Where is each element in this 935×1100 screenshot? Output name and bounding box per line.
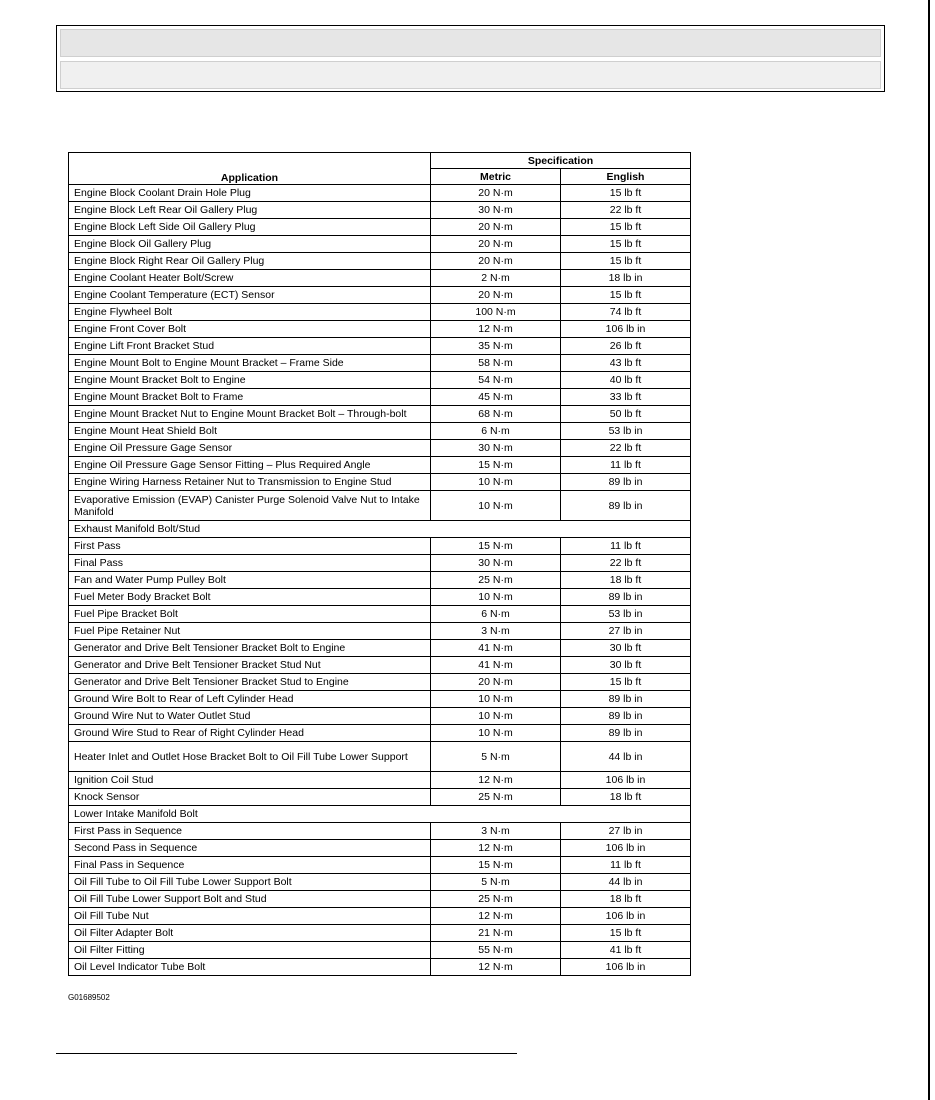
english-cell: 18 lb ft bbox=[561, 891, 691, 908]
table-row bbox=[69, 789, 691, 806]
metric-cell: 30 N·m bbox=[431, 202, 561, 219]
table-row bbox=[69, 219, 691, 236]
english-cell: 15 lb ft bbox=[561, 185, 691, 202]
english-cell: 18 lb ft bbox=[561, 789, 691, 806]
metric-cell: 20 N·m bbox=[431, 287, 561, 304]
metric-cell: 2 N·m bbox=[431, 270, 561, 287]
section-heading: Lower Intake Manifold Bolt bbox=[69, 806, 691, 823]
application-cell: Ground Wire Stud to Rear of Right Cylinder Head bbox=[69, 725, 431, 742]
english-cell: 89 lb in bbox=[561, 708, 691, 725]
column-header-english: English bbox=[561, 169, 691, 185]
table-row bbox=[69, 674, 691, 691]
application-cell: Engine Flywheel Bolt bbox=[69, 304, 431, 321]
table-row bbox=[69, 338, 691, 355]
english-cell: 27 lb in bbox=[561, 823, 691, 840]
table-row bbox=[69, 521, 691, 538]
table-body bbox=[69, 185, 691, 976]
table-row bbox=[69, 742, 691, 772]
metric-cell: 30 N·m bbox=[431, 555, 561, 572]
english-cell: 11 lb ft bbox=[561, 857, 691, 874]
metric-cell: 25 N·m bbox=[431, 789, 561, 806]
table-row bbox=[69, 874, 691, 891]
english-cell: 53 lb in bbox=[561, 606, 691, 623]
metric-cell: 20 N·m bbox=[431, 253, 561, 270]
application-cell: Engine Block Oil Gallery Plug bbox=[69, 236, 431, 253]
document-header bbox=[56, 25, 885, 92]
metric-cell: 35 N·m bbox=[431, 338, 561, 355]
application-cell: Engine Coolant Temperature (ECT) Sensor bbox=[69, 287, 431, 304]
metric-cell: 100 N·m bbox=[431, 304, 561, 321]
metric-cell: 25 N·m bbox=[431, 891, 561, 908]
metric-cell: 10 N·m bbox=[431, 708, 561, 725]
english-cell: 15 lb ft bbox=[561, 287, 691, 304]
metric-cell: 58 N·m bbox=[431, 355, 561, 372]
application-cell: Generator and Drive Belt Tensioner Bracket Bolt to Engine bbox=[69, 640, 431, 657]
application-cell: Engine Oil Pressure Gage Sensor Fitting – Plus Required Angle bbox=[69, 457, 431, 474]
english-cell: 89 lb in bbox=[561, 691, 691, 708]
table-row bbox=[69, 857, 691, 874]
metric-cell: 10 N·m bbox=[431, 725, 561, 742]
application-cell: Engine Block Left Rear Oil Gallery Plug bbox=[69, 202, 431, 219]
application-cell: Second Pass in Sequence bbox=[69, 840, 431, 857]
english-cell: 106 lb in bbox=[561, 908, 691, 925]
english-cell: 18 lb in bbox=[561, 270, 691, 287]
application-cell: Engine Mount Bracket Nut to Engine Mount Bracket Bolt – Through-bolt bbox=[69, 406, 431, 423]
english-cell: 22 lb ft bbox=[561, 202, 691, 219]
metric-cell: 15 N·m bbox=[431, 857, 561, 874]
english-cell: 50 lb ft bbox=[561, 406, 691, 423]
metric-cell: 55 N·m bbox=[431, 942, 561, 959]
application-cell: Generator and Drive Belt Tensioner Bracket Stud Nut bbox=[69, 657, 431, 674]
english-cell: 53 lb in bbox=[561, 423, 691, 440]
table-row bbox=[69, 304, 691, 321]
metric-cell: 5 N·m bbox=[431, 742, 561, 772]
table-row bbox=[69, 457, 691, 474]
english-cell: 41 lb ft bbox=[561, 942, 691, 959]
english-cell: 15 lb ft bbox=[561, 253, 691, 270]
english-cell: 11 lb ft bbox=[561, 457, 691, 474]
metric-cell: 10 N·m bbox=[431, 491, 561, 521]
application-cell: First Pass bbox=[69, 538, 431, 555]
application-cell: Knock Sensor bbox=[69, 789, 431, 806]
english-cell: 89 lb in bbox=[561, 725, 691, 742]
english-cell: 44 lb in bbox=[561, 874, 691, 891]
table-row bbox=[69, 942, 691, 959]
table-row bbox=[69, 321, 691, 338]
application-cell: Final Pass in Sequence bbox=[69, 857, 431, 874]
metric-cell: 10 N·m bbox=[431, 589, 561, 606]
table-row bbox=[69, 287, 691, 304]
table-row bbox=[69, 725, 691, 742]
english-cell: 106 lb in bbox=[561, 840, 691, 857]
table-row bbox=[69, 623, 691, 640]
application-cell: Oil Fill Tube Nut bbox=[69, 908, 431, 925]
application-cell: Evaporative Emission (EVAP) Canister Purge Solenoid Valve Nut to Intake Manifold bbox=[69, 491, 431, 521]
english-cell: 30 lb ft bbox=[561, 657, 691, 674]
application-cell: Engine Oil Pressure Gage Sensor bbox=[69, 440, 431, 457]
application-cell: Oil Filter Adapter Bolt bbox=[69, 925, 431, 942]
table-row bbox=[69, 185, 691, 202]
english-cell: 15 lb ft bbox=[561, 236, 691, 253]
table-row bbox=[69, 606, 691, 623]
table-row bbox=[69, 708, 691, 725]
table-row bbox=[69, 691, 691, 708]
table-row bbox=[69, 538, 691, 555]
application-cell: Fan and Water Pump Pulley Bolt bbox=[69, 572, 431, 589]
english-cell: 89 lb in bbox=[561, 491, 691, 521]
metric-cell: 3 N·m bbox=[431, 823, 561, 840]
application-cell: Oil Fill Tube Lower Support Bolt and Stud bbox=[69, 891, 431, 908]
metric-cell: 41 N·m bbox=[431, 657, 561, 674]
metric-cell: 10 N·m bbox=[431, 691, 561, 708]
metric-cell: 5 N·m bbox=[431, 874, 561, 891]
metric-cell: 15 N·m bbox=[431, 538, 561, 555]
metric-cell: 6 N·m bbox=[431, 423, 561, 440]
application-cell: Engine Block Right Rear Oil Gallery Plug bbox=[69, 253, 431, 270]
english-cell: 89 lb in bbox=[561, 474, 691, 491]
table-row bbox=[69, 840, 691, 857]
english-cell: 22 lb ft bbox=[561, 440, 691, 457]
application-cell: Oil Filter Fitting bbox=[69, 942, 431, 959]
application-cell: First Pass in Sequence bbox=[69, 823, 431, 840]
application-cell: Engine Wiring Harness Retainer Nut to Transmission to Engine Stud bbox=[69, 474, 431, 491]
table-row bbox=[69, 806, 691, 823]
column-header-metric: Metric bbox=[431, 169, 561, 185]
application-cell: Engine Front Cover Bolt bbox=[69, 321, 431, 338]
application-cell: Ground Wire Nut to Water Outlet Stud bbox=[69, 708, 431, 725]
application-cell: Engine Mount Bolt to Engine Mount Bracket – Frame Side bbox=[69, 355, 431, 372]
table-row bbox=[69, 491, 691, 521]
english-cell: 106 lb in bbox=[561, 321, 691, 338]
metric-cell: 12 N·m bbox=[431, 772, 561, 789]
metric-cell: 6 N·m bbox=[431, 606, 561, 623]
footer-rule bbox=[56, 1053, 517, 1054]
metric-cell: 54 N·m bbox=[431, 372, 561, 389]
table-row bbox=[69, 236, 691, 253]
application-cell: Generator and Drive Belt Tensioner Bracket Stud to Engine bbox=[69, 674, 431, 691]
english-cell: 27 lb in bbox=[561, 623, 691, 640]
application-cell: Engine Mount Bracket Bolt to Frame bbox=[69, 389, 431, 406]
table-row bbox=[69, 925, 691, 942]
metric-cell: 20 N·m bbox=[431, 674, 561, 691]
table-row bbox=[69, 389, 691, 406]
english-cell: 11 lb ft bbox=[561, 538, 691, 555]
english-cell: 15 lb ft bbox=[561, 674, 691, 691]
metric-cell: 10 N·m bbox=[431, 474, 561, 491]
application-cell: Engine Coolant Heater Bolt/Screw bbox=[69, 270, 431, 287]
metric-cell: 21 N·m bbox=[431, 925, 561, 942]
table-row bbox=[69, 823, 691, 840]
application-cell: Fuel Pipe Bracket Bolt bbox=[69, 606, 431, 623]
english-cell: 26 lb ft bbox=[561, 338, 691, 355]
english-cell: 89 lb in bbox=[561, 589, 691, 606]
metric-cell: 30 N·m bbox=[431, 440, 561, 457]
english-cell: 15 lb ft bbox=[561, 219, 691, 236]
table-row bbox=[69, 253, 691, 270]
english-cell: 106 lb in bbox=[561, 772, 691, 789]
table-row bbox=[69, 202, 691, 219]
english-cell: 44 lb in bbox=[561, 742, 691, 772]
column-header-specification: Specification bbox=[431, 153, 691, 169]
application-cell: Fuel Meter Body Bracket Bolt bbox=[69, 589, 431, 606]
table-row bbox=[69, 555, 691, 572]
application-cell: Ground Wire Bolt to Rear of Left Cylinder Head bbox=[69, 691, 431, 708]
table-row bbox=[69, 891, 691, 908]
english-cell: 43 lb ft bbox=[561, 355, 691, 372]
application-cell: Engine Block Left Side Oil Gallery Plug bbox=[69, 219, 431, 236]
table-row bbox=[69, 372, 691, 389]
application-cell: Oil Level Indicator Tube Bolt bbox=[69, 959, 431, 976]
table-row bbox=[69, 406, 691, 423]
page-border bbox=[928, 0, 930, 1100]
metric-cell: 20 N·m bbox=[431, 219, 561, 236]
english-cell: 74 lb ft bbox=[561, 304, 691, 321]
table-row bbox=[69, 440, 691, 457]
application-cell: Heater Inlet and Outlet Hose Bracket Bolt to Oil Fill Tube Lower Support bbox=[69, 742, 431, 772]
table-row bbox=[69, 355, 691, 372]
table-row bbox=[69, 640, 691, 657]
table-row bbox=[69, 589, 691, 606]
application-cell: Engine Mount Bracket Bolt to Engine bbox=[69, 372, 431, 389]
table-row bbox=[69, 474, 691, 491]
application-cell: Oil Fill Tube to Oil Fill Tube Lower Support Bolt bbox=[69, 874, 431, 891]
english-cell: 106 lb in bbox=[561, 959, 691, 976]
table-row bbox=[69, 423, 691, 440]
english-cell: 18 lb ft bbox=[561, 572, 691, 589]
metric-cell: 15 N·m bbox=[431, 457, 561, 474]
header-title-bar bbox=[60, 29, 881, 57]
metric-cell: 68 N·m bbox=[431, 406, 561, 423]
application-cell: Engine Lift Front Bracket Stud bbox=[69, 338, 431, 355]
table-row bbox=[69, 908, 691, 925]
application-cell: Ignition Coil Stud bbox=[69, 772, 431, 789]
metric-cell: 12 N·m bbox=[431, 321, 561, 338]
torque-specification-table bbox=[68, 152, 691, 976]
application-cell: Engine Block Coolant Drain Hole Plug bbox=[69, 185, 431, 202]
metric-cell: 12 N·m bbox=[431, 959, 561, 976]
section-heading: Exhaust Manifold Bolt/Stud bbox=[69, 521, 691, 538]
english-cell: 22 lb ft bbox=[561, 555, 691, 572]
metric-cell: 3 N·m bbox=[431, 623, 561, 640]
metric-cell: 25 N·m bbox=[431, 572, 561, 589]
table-row bbox=[69, 657, 691, 674]
table-row bbox=[69, 772, 691, 789]
table-row bbox=[69, 959, 691, 976]
table-row bbox=[69, 572, 691, 589]
metric-cell: 41 N·m bbox=[431, 640, 561, 657]
table-row bbox=[69, 270, 691, 287]
metric-cell: 12 N·m bbox=[431, 908, 561, 925]
english-cell: 33 lb ft bbox=[561, 389, 691, 406]
header-subtitle-bar bbox=[60, 61, 881, 89]
application-cell: Final Pass bbox=[69, 555, 431, 572]
metric-cell: 20 N·m bbox=[431, 236, 561, 253]
metric-cell: 20 N·m bbox=[431, 185, 561, 202]
metric-cell: 45 N·m bbox=[431, 389, 561, 406]
english-cell: 15 lb ft bbox=[561, 925, 691, 942]
metric-cell: 12 N·m bbox=[431, 840, 561, 857]
application-cell: Engine Mount Heat Shield Bolt bbox=[69, 423, 431, 440]
application-cell: Fuel Pipe Retainer Nut bbox=[69, 623, 431, 640]
column-header-application: Application bbox=[69, 153, 431, 185]
figure-id: G01689502 bbox=[68, 993, 110, 1002]
english-cell: 30 lb ft bbox=[561, 640, 691, 657]
english-cell: 40 lb ft bbox=[561, 372, 691, 389]
